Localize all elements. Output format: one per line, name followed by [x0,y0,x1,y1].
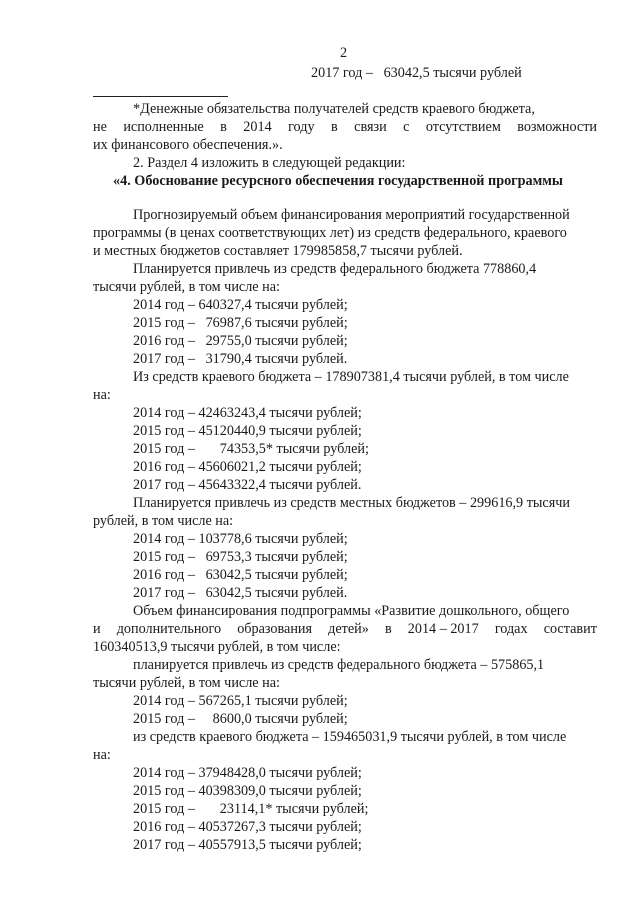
list-item: 2016 год – 45606021,2 тысячи рублей; [133,459,362,475]
list-item: 2017 год – 63042,5 тысячи рублей. [133,585,348,601]
footnote-line-3: их финансового обеспечения.». [93,137,283,153]
paragraph-line: программы (в ценах соответствующих лет) из средств федерального, краевого [93,225,567,241]
paragraph-line: Прогнозируемый объем финансирования мероприятий государственной [133,207,570,223]
list-item: 2014 год – 567265,1 тысячи рублей; [133,693,348,709]
list-item: 2017 год – 45643322,4 тысячи рублей. [133,477,362,493]
list-item: 2016 год – 40537267,3 тысячи рублей; [133,819,362,835]
paragraph-line: на: [93,387,111,403]
list-item: 2014 год – 37948428,0 тысячи рублей; [133,765,362,781]
list-item: 2017 год – 40557913,5 тысячи рублей; [133,837,362,853]
list-item: 2016 год – 29755,0 тысячи рублей; [133,333,348,349]
paragraph-line: планируется привлечь из средств федерального бюджета – 575865,1 [133,657,545,673]
list-item: 2014 год – 103778,6 тысячи рублей; [133,531,348,547]
page-number: 2 [340,45,348,61]
footnote-line-2: не исполненные в 2014 году в связи с отсутствием возможности [93,119,597,135]
list-item: 2014 год – 42463243,4 тысячи рублей; [133,405,362,421]
paragraph-line: тысячи рублей, в том числе на: [93,675,280,691]
list-item: 2014 год – 640327,4 тысячи рублей; [133,297,348,313]
list-item: 2015 год – 74353,5* тысячи рублей; [133,441,369,457]
footnote-line-1: *Денежные обязательства получателей средств краевого бюджета, [133,101,535,117]
paragraph-line: Объем финансирования подпрограммы «Развитие дошкольного, общего [133,603,570,619]
list-item: 2015 год – 45120440,9 тысячи рублей; [133,423,362,439]
list-item: 2015 год – 40398309,0 тысячи рублей; [133,783,362,799]
paragraph-line: Планируется привлечь из средств федерального бюджета 778860,4 [133,261,537,277]
paragraph-line: рублей, в том числе на: [93,513,234,529]
header-line: 2017 год – 63042,5 тысячи рублей [311,65,522,81]
list-item: 2015 год – 8600,0 тысячи рублей; [133,711,348,727]
list-item: 2015 год – 69753,3 тысячи рублей; [133,549,348,565]
section-heading: «4. Обоснование ресурсного обеспечения государственной программы [113,173,564,189]
amendment-line: 2. Раздел 4 изложить в следующей редакции: [133,155,406,171]
paragraph-line: тысячи рублей, в том числе на: [93,279,280,295]
paragraph-line: Из средств краевого бюджета – 178907381,4 тысячи рублей, в том числе [133,369,569,385]
paragraph-line: из средств краевого бюджета – 159465031,9 тысячи рублей, в том числе [133,729,567,745]
list-item: 2015 год – 76987,6 тысячи рублей; [133,315,348,331]
list-item: 2015 год – 23114,1* тысячи рублей; [133,801,369,817]
paragraph-line-justified: и дополнительного образования детей» в 2014 – 2017 годах составит [93,621,597,637]
paragraph-line: на: [93,747,111,763]
footnote-separator [93,96,228,97]
paragraph-line: 160340513,9 тысячи рублей, в том числе: [93,639,341,655]
paragraph-line: и местных бюджетов составляет 179985858,7 тысячи рублей. [93,243,463,259]
list-item: 2016 год – 63042,5 тысячи рублей; [133,567,348,583]
paragraph-line: Планируется привлечь из средств местных бюджетов – 299616,9 тысячи [133,495,570,511]
list-item: 2017 год – 31790,4 тысячи рублей. [133,351,348,367]
